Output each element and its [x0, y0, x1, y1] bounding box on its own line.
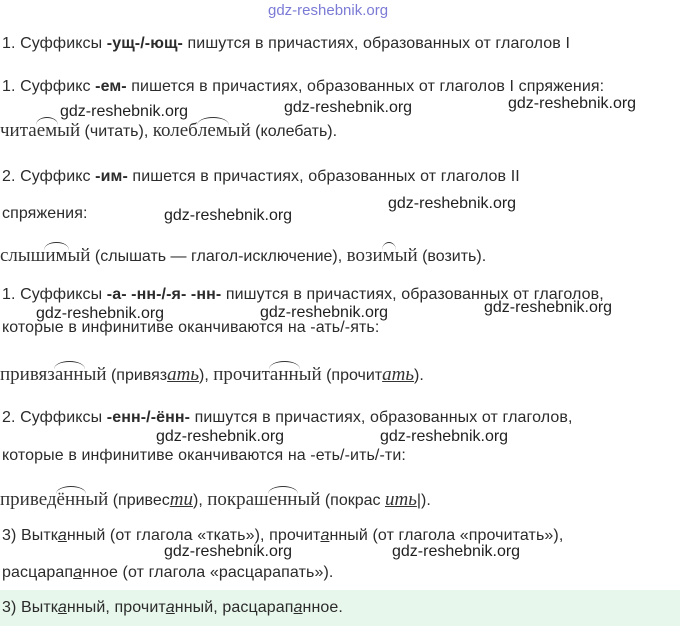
answer-part: нное.	[302, 599, 343, 616]
rule-line-5	[2, 409, 573, 427]
word-part: ый	[57, 120, 81, 141]
ending-underlined: ти	[169, 489, 193, 510]
task-text: расцарап	[2, 564, 74, 581]
rule-3-suffix: -им-	[95, 168, 128, 185]
word-part: слыш	[0, 245, 46, 266]
rule-3-text: пишется в причастиях, образованных от глаголов II	[127, 168, 520, 185]
rule-4-suffix: -а- -нн-/-я- -нн-	[106, 286, 222, 303]
word-part: привед	[0, 489, 57, 510]
rule-5-number: 2. Суффиксы	[2, 409, 107, 426]
word-part: ый	[227, 120, 251, 141]
example-note: ),	[199, 367, 214, 384]
example-note: (покрас	[320, 492, 385, 509]
example-2	[0, 245, 486, 267]
word-part: прочит	[213, 364, 270, 385]
letter-underlined: а	[73, 564, 83, 581]
rule-line-1	[2, 35, 570, 53]
answer-part: 3) Вытк	[2, 599, 58, 616]
watermark: gdz-reshebnik.org	[36, 305, 165, 322]
example-1	[0, 120, 337, 142]
example-note: ).	[414, 367, 424, 384]
rule-1-number: 1. Суффиксы	[2, 35, 107, 52]
word-part: ый	[85, 489, 109, 510]
suffix-arc: м	[382, 245, 395, 266]
rule-2-text: пишется в причастиях, образованных от глаголов I спряжения:	[126, 78, 605, 95]
answer-part: нный, расцарап	[174, 599, 294, 616]
watermark: gdz-reshebnik.org	[60, 103, 189, 120]
rule-line-4-cont: которые в инфинитиве оканчиваются на -ать/-ять:	[2, 319, 380, 336]
watermark: gdz-reshebnik.org	[380, 428, 509, 445]
example-4	[0, 489, 431, 511]
word-part: чита	[0, 120, 37, 141]
rule-3-number: 2. Суффикс	[2, 168, 96, 185]
rule-4-number: 1. Суффиксы	[2, 286, 107, 303]
suffix-arc: анн	[269, 364, 299, 385]
word-part: ый	[298, 364, 322, 385]
suffix-arc: ем	[36, 120, 58, 141]
watermark: gdz-reshebnik.org	[164, 543, 293, 560]
task-text: нное (от глагола «расцарапать»).	[82, 564, 334, 581]
answer-part: нный, прочит	[66, 599, 166, 616]
watermark: gdz-reshebnik.org	[484, 299, 613, 316]
task-text: нный (от глагола «ткать»), прочит	[66, 527, 321, 544]
task-text: нный (от глагола «прочитать»),	[329, 527, 564, 544]
example-note: (привес	[108, 492, 170, 509]
word-part: ый	[297, 489, 321, 510]
rule-1-text: пишутся в причастиях, образованных от глаголов I	[183, 35, 570, 52]
ending-underlined: ать	[382, 364, 414, 385]
word-part: вози	[346, 245, 383, 266]
example-note: ),	[193, 492, 208, 509]
suffix-arc: енн	[268, 489, 298, 510]
word-part: колеб	[152, 120, 198, 141]
answer-box	[0, 590, 680, 626]
letter-underlined: а	[165, 599, 175, 616]
rule-line-3	[2, 168, 520, 186]
example-note: (колебать).	[250, 123, 338, 140]
example-note: (привяз	[106, 367, 168, 384]
rule-line-5-cont: которые в инфинитиве оканчиваются на -еть/-ить/-ти:	[2, 447, 406, 464]
ending-underlined: ать	[167, 364, 199, 385]
watermark: gdz-reshebnik.org	[284, 99, 413, 116]
suffix-arc: ённ	[56, 489, 86, 510]
ending-underlined: ить	[384, 489, 417, 510]
rule-2-suffix: -ем-	[95, 78, 127, 95]
example-note: (читать),	[80, 123, 153, 140]
rule-4-text: пишутся в причастиях, образованных от глаголов,	[221, 286, 604, 303]
watermark: gdz-reshebnik.org	[388, 195, 517, 212]
letter-underlined: а	[57, 599, 67, 616]
example-note: (слышать — глагол-исключение),	[90, 248, 347, 265]
rule-line-2	[2, 78, 604, 96]
watermark: gdz-reshebnik.org	[156, 428, 285, 445]
word-part: ый	[394, 245, 418, 266]
watermark: gdz-reshebnik.org	[164, 207, 293, 224]
word-part: привяз	[0, 364, 55, 385]
example-note: |).	[416, 492, 431, 509]
rule-line-3-cont: спряжения:	[2, 205, 88, 222]
task-line-2	[2, 564, 333, 582]
rule-5-text: пишутся в причастиях, образованных от глаголов,	[190, 409, 573, 426]
word-part: ый	[83, 364, 107, 385]
letter-underlined: а	[320, 527, 330, 544]
example-3	[0, 364, 424, 386]
word-part: ый	[67, 245, 91, 266]
rule-5-suffix: -енн-/-ённ-	[106, 409, 191, 426]
rule-1-suffix: -ущ-/-ющ-	[106, 35, 183, 52]
answer-text	[2, 599, 343, 617]
example-note: (возить).	[417, 248, 487, 265]
word-part: покраш	[207, 489, 269, 510]
example-note: (прочит	[321, 367, 383, 384]
watermark: gdz-reshebnik.org	[508, 95, 637, 112]
task-text: 3) Вытк	[2, 527, 58, 544]
suffix-arc: лем	[197, 120, 228, 141]
suffix-arc: им	[45, 245, 68, 266]
watermark-top: gdz-reshebnik.org	[268, 2, 389, 19]
watermark: gdz-reshebnik.org	[392, 543, 521, 560]
rule-2-number: 1. Суффикс	[2, 78, 96, 95]
letter-underlined: а	[57, 527, 67, 544]
letter-underlined: а	[293, 599, 303, 616]
watermark: gdz-reshebnik.org	[260, 304, 389, 321]
suffix-arc: анн	[54, 364, 84, 385]
